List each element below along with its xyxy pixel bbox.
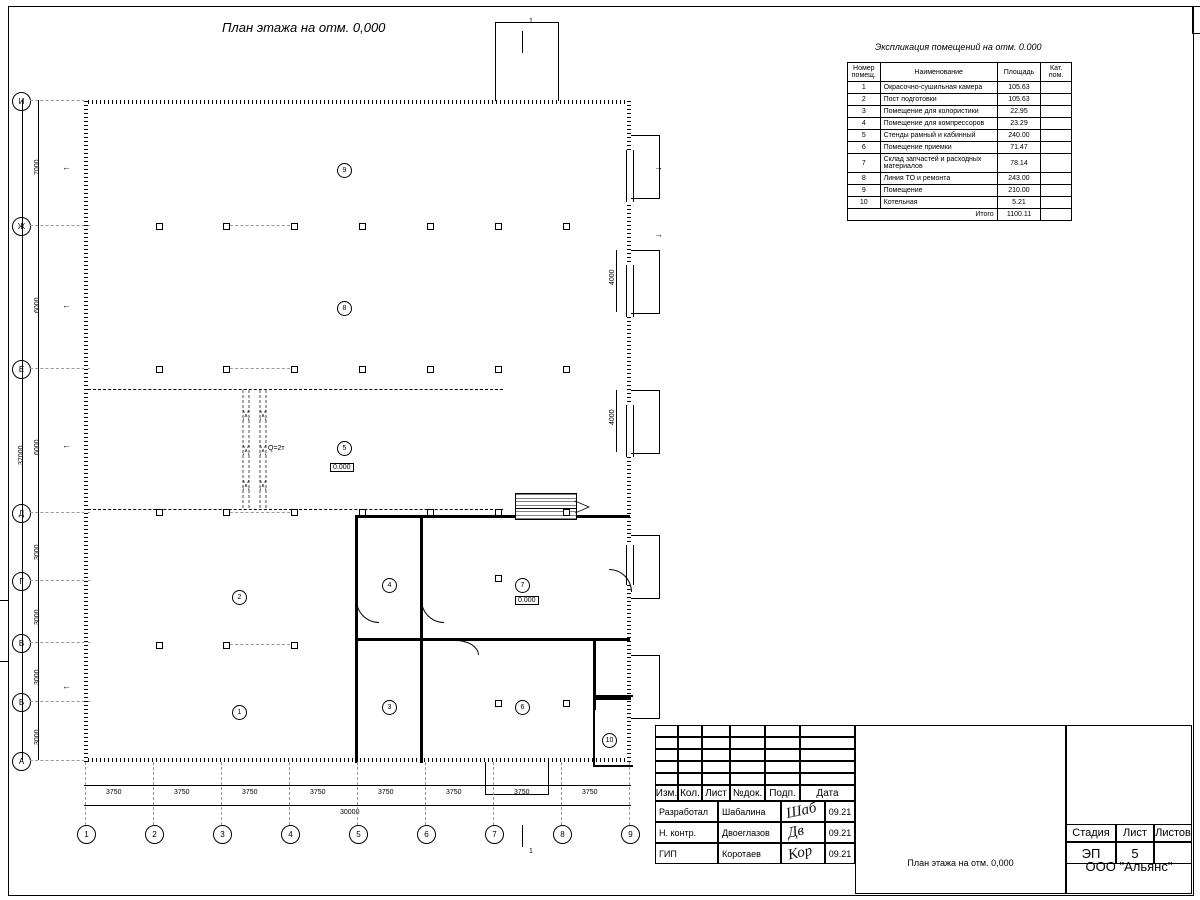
- col-header-podp: Подп.: [765, 785, 800, 801]
- cell-cat: [1041, 142, 1072, 154]
- axis-bubble-Zh: Ж: [12, 217, 31, 236]
- direction-arrow-5: →: [654, 162, 663, 172]
- cell-name: Линия ТО и ремонта: [880, 173, 997, 185]
- column: [291, 366, 298, 373]
- signer-role-2: Н. контр.: [655, 822, 718, 843]
- cell-cat: [1041, 197, 1072, 209]
- revision-grid-cell: [800, 773, 855, 785]
- bottom-dim-5: 3750: [378, 789, 394, 796]
- right-entrance-4: [631, 535, 660, 599]
- signer-date-1: 09.21: [825, 801, 855, 822]
- cell-cat: [1041, 130, 1072, 142]
- room-number-4: 4: [382, 578, 397, 593]
- dim-3000-b: 3000: [34, 609, 41, 625]
- explication-title: Экспликация помещений на отм. 0.000: [875, 42, 1042, 52]
- right-entrance-3: [631, 390, 660, 454]
- axis-bubble-5: 5: [349, 825, 368, 844]
- column: [563, 366, 570, 373]
- direction-arrow-6: →: [654, 229, 663, 239]
- bottom-dim-total: 30000: [340, 809, 360, 816]
- axis-vline-5: [357, 762, 358, 825]
- col-header-kol: Кол.: [678, 785, 702, 801]
- signature-3: Кор: [786, 842, 814, 864]
- cell-area: 240.00: [997, 130, 1041, 142]
- revision-grid-cell: [678, 725, 702, 737]
- room-number-6: 6: [515, 700, 530, 715]
- dim-total-vertical: 37000: [18, 445, 25, 465]
- bottom-dim-3: 3750: [242, 789, 258, 796]
- column: [495, 509, 502, 516]
- column: [359, 366, 366, 373]
- cell-num: 7: [848, 154, 881, 173]
- cell-cat: [1041, 82, 1072, 94]
- revision-grid-cell: [765, 749, 800, 761]
- column: [223, 366, 230, 373]
- cell-num: 2: [848, 94, 881, 106]
- column: [291, 509, 298, 516]
- revision-grid-cell: [702, 737, 730, 749]
- dim-3000-d: 3000: [34, 729, 41, 745]
- cell-name: Склад запчастей и расходных материалов: [880, 154, 997, 173]
- col-header-ndok: №док.: [730, 785, 765, 801]
- column-centerline-2: [230, 368, 290, 369]
- revision-grid-cell: [655, 773, 678, 785]
- axis-line-G: [30, 580, 90, 581]
- list-label: Лист: [1116, 824, 1154, 842]
- cell-num: 6: [848, 142, 881, 154]
- signer-role-3: ГИП: [655, 843, 718, 864]
- direction-arrow-4: ←: [62, 681, 71, 691]
- sheet-left-edge: [0, 600, 9, 662]
- door-swing-1: [356, 600, 379, 623]
- column: [223, 509, 230, 516]
- right-dim-4000-b: 4000: [609, 409, 616, 425]
- door-swing-2: [421, 600, 444, 623]
- total-cat: [1041, 209, 1072, 221]
- right-dim-line-a: [616, 250, 617, 312]
- dim-6000-b: 6000: [34, 439, 41, 455]
- table-row: [848, 106, 1072, 118]
- door-swing-3: [456, 640, 479, 655]
- header-name: Наименование: [880, 63, 997, 82]
- bottom-dim-6: 3750: [446, 789, 462, 796]
- cell-name: Окрасочно-сушильная камера: [880, 82, 997, 94]
- zone-line-top: [88, 389, 503, 390]
- revision-grid-cell: [730, 749, 765, 761]
- section-line-top: [522, 31, 523, 53]
- boiler-room-box: [593, 695, 633, 767]
- right-entrance-5: [631, 655, 660, 719]
- room-number-9: 9: [337, 163, 352, 178]
- column: [495, 223, 502, 230]
- cell-cat: [1041, 106, 1072, 118]
- bottom-dim-1: 3750: [106, 789, 122, 796]
- table-row: [848, 82, 1072, 94]
- table-row: [848, 173, 1072, 185]
- cell-num: 5: [848, 130, 881, 142]
- partition-h-1: [355, 515, 630, 518]
- bottom-dim-8: 3750: [582, 789, 598, 796]
- cell-num: 3: [848, 106, 881, 118]
- section-line-bottom: [522, 825, 523, 847]
- revision-grid-cell: [702, 761, 730, 773]
- axis-bubble-2: 2: [145, 825, 164, 844]
- room-number-8: 8: [337, 301, 352, 316]
- signer-date-3: 09.21: [825, 843, 855, 864]
- axis-bubble-9: 9: [621, 825, 640, 844]
- revision-grid-cell: [730, 725, 765, 737]
- column: [427, 223, 434, 230]
- cell-num: 10: [848, 197, 881, 209]
- column: [291, 223, 298, 230]
- axis-vline-8: [561, 762, 562, 825]
- stage-label: Стадия: [1066, 824, 1116, 842]
- signer-date-2: 09.21: [825, 822, 855, 843]
- table-row: [848, 142, 1072, 154]
- crane-symbol: [238, 390, 272, 508]
- column: [563, 509, 570, 516]
- revision-grid-cell: [800, 761, 855, 773]
- direction-arrow-2: ←: [62, 300, 71, 310]
- lists-value: [1154, 842, 1192, 864]
- direction-arrow-1: ←: [62, 162, 71, 172]
- cell-cat: [1041, 118, 1072, 130]
- table-row: [848, 185, 1072, 197]
- column: [156, 509, 163, 516]
- axis-bubble-B: Б: [12, 693, 31, 712]
- header-number-line1: Номер: [853, 65, 875, 72]
- axis-line-E: [30, 368, 90, 369]
- table-row: [848, 118, 1072, 130]
- col-header-list: Лист: [702, 785, 730, 801]
- dim-6000-a: 6000: [34, 297, 41, 313]
- room-number-7: 7: [515, 578, 530, 593]
- stage-value: ЭП: [1066, 842, 1116, 864]
- cell-cat: [1041, 154, 1072, 173]
- column: [359, 223, 366, 230]
- cell-name: Пост подготовки: [880, 94, 997, 106]
- section-mark-top: 1: [529, 18, 533, 25]
- revision-grid-cell: [655, 737, 678, 749]
- explication-table: [847, 62, 1072, 221]
- axis-bubble-A: А: [12, 752, 31, 771]
- revision-grid-cell: [800, 749, 855, 761]
- column: [156, 642, 163, 649]
- right-dim-line-b: [616, 390, 617, 452]
- cell-area: 78.14: [997, 154, 1041, 173]
- column-centerline-3: [230, 512, 290, 513]
- cell-cat: [1041, 173, 1072, 185]
- section-mark-bottom: 1: [529, 848, 533, 855]
- revision-grid-cell: [702, 725, 730, 737]
- axis-bubble-E: Е: [12, 360, 31, 379]
- room-number-3: 3: [382, 700, 397, 715]
- axis-line-Zh: [30, 225, 90, 226]
- bottom-dim-2: 3750: [174, 789, 190, 796]
- title-block: [655, 725, 1192, 894]
- cell-num: 4: [848, 118, 881, 130]
- header-category-line2: пом.: [1048, 72, 1064, 79]
- lists-label: Листов: [1154, 824, 1192, 842]
- cell-name: Котельная: [880, 197, 997, 209]
- cell-name: Помещение для компрессоров: [880, 118, 997, 130]
- cell-name: Стенды рамный и кабинный: [880, 130, 997, 142]
- signature-2: Дв: [786, 822, 806, 842]
- revision-grid-cell: [702, 749, 730, 761]
- axis-vline-7: [493, 762, 494, 825]
- axis-bubble-D: Д: [12, 504, 31, 523]
- top-vestibule: [495, 22, 559, 101]
- right-entrance-2: [631, 250, 660, 314]
- signer-name-3: Коротаев: [718, 843, 781, 864]
- revision-grid-cell: [765, 737, 800, 749]
- column: [563, 700, 570, 707]
- column: [359, 509, 366, 516]
- revision-grid-cell: [765, 773, 800, 785]
- cell-area: 71.47: [997, 142, 1041, 154]
- axis-line-B: [30, 701, 90, 702]
- wall-left: [84, 100, 88, 762]
- revision-grid-cell: [702, 773, 730, 785]
- revision-grid-cell: [730, 737, 765, 749]
- plan-title: План этажа на отм. 0,000: [222, 20, 386, 35]
- axis-bubble-8: 8: [553, 825, 572, 844]
- cell-num: 8: [848, 173, 881, 185]
- table-row: [848, 197, 1072, 209]
- axis-bubble-G: Г: [12, 572, 31, 591]
- elevation-mark-1: 0.000: [330, 463, 354, 472]
- partition-h-2: [355, 638, 630, 641]
- revision-grid-cell: [730, 773, 765, 785]
- room-number-1: 1: [232, 705, 247, 720]
- header-category: [1041, 63, 1072, 82]
- sheet-title-text: План этажа на отм. 0,000: [907, 858, 1014, 868]
- dim-7000: 7000: [34, 159, 41, 175]
- cell-area: 23.29: [997, 118, 1041, 130]
- axis-bubble-4: 4: [281, 825, 300, 844]
- axis-bubble-6: 6: [417, 825, 436, 844]
- axis-bubble-I: И: [12, 92, 31, 111]
- column: [156, 366, 163, 373]
- col-header-izm: Изм.: [655, 785, 678, 801]
- column: [495, 366, 502, 373]
- axis-vline-2: [153, 762, 154, 825]
- axis-vline-6: [425, 762, 426, 825]
- room-number-5: 5: [337, 441, 352, 456]
- stairs-arrow: [575, 497, 593, 515]
- right-dim-4000-a: 4000: [609, 269, 616, 285]
- revision-grid-cell: [678, 773, 702, 785]
- cell-area: 243.00: [997, 173, 1041, 185]
- revision-grid-cell: [800, 725, 855, 737]
- cell-cat: [1041, 185, 1072, 197]
- axis-bubble-V: В: [12, 634, 31, 653]
- revision-grid-cell: [655, 725, 678, 737]
- cell-name: Помещение приемки: [880, 142, 997, 154]
- list-value: 5: [1116, 842, 1154, 864]
- column: [427, 366, 434, 373]
- axis-vline-9: [629, 762, 630, 825]
- table-row: [848, 94, 1072, 106]
- bottom-dim-7: 3750: [514, 789, 530, 796]
- cell-area: 105.63: [997, 82, 1041, 94]
- cell-area: 210.00: [997, 185, 1041, 197]
- axis-line-V: [30, 642, 90, 643]
- room-number-10: 10: [602, 733, 617, 748]
- sheet-right-top-edge: [1192, 6, 1200, 34]
- elevation-mark-2: 0.000: [515, 596, 539, 605]
- crane-load-label: Q=2т: [268, 445, 285, 452]
- revision-grid-cell: [678, 737, 702, 749]
- total-label: Итого: [848, 209, 998, 221]
- revision-grid-cell: [655, 749, 678, 761]
- cell-num: 9: [848, 185, 881, 197]
- column-centerline-1: [230, 225, 290, 226]
- signature-1: Шаб: [784, 799, 818, 823]
- revision-grid-cell: [678, 761, 702, 773]
- table-row: [848, 154, 1072, 173]
- header-area: Площадь: [997, 63, 1041, 82]
- organization-name: ООО "Альянс": [1085, 858, 1173, 874]
- column-centerline-4: [230, 644, 290, 645]
- axis-bubble-7: 7: [485, 825, 504, 844]
- axis-bubble-3: 3: [213, 825, 232, 844]
- cell-name: Помещение для колористики: [880, 106, 997, 118]
- table-total-row: [848, 209, 1072, 221]
- axis-bubble-1: 1: [77, 825, 96, 844]
- revision-grid-cell: [730, 761, 765, 773]
- table-header-row: [848, 63, 1072, 82]
- revision-grid-cell: [678, 749, 702, 761]
- axis-vline-1: [85, 762, 86, 825]
- column: [223, 642, 230, 649]
- signer-name-2: Двоеглазов: [718, 822, 781, 843]
- column: [156, 223, 163, 230]
- bottom-dim-4: 3750: [310, 789, 326, 796]
- header-category-line1: Кат.: [1050, 65, 1063, 72]
- signer-name-1: Шабалина: [718, 801, 781, 822]
- axis-line-I: [30, 100, 90, 101]
- signer-role-1: Разработал: [655, 801, 718, 822]
- header-number: [848, 63, 881, 82]
- revision-grid-cell: [800, 737, 855, 749]
- room-number-2: 2: [232, 590, 247, 605]
- header-number-line2: помещ.: [851, 72, 876, 79]
- column: [223, 223, 230, 230]
- cell-name: Помещение: [880, 185, 997, 197]
- revision-grid-cell: [765, 725, 800, 737]
- dim-chain-left-outer: [22, 100, 23, 760]
- axis-line-A: [30, 760, 90, 761]
- axis-line-D: [30, 512, 90, 513]
- axis-vline-3: [221, 762, 222, 825]
- cell-cat: [1041, 94, 1072, 106]
- column: [495, 575, 502, 582]
- dim-chain-left: [38, 100, 39, 760]
- axis-vline-4: [289, 762, 290, 825]
- dim-3000-a: 3000: [34, 544, 41, 560]
- column: [427, 509, 434, 516]
- cell-num: 1: [848, 82, 881, 94]
- column: [495, 700, 502, 707]
- revision-grid-cell: [655, 761, 678, 773]
- total-value: 1100.11: [997, 209, 1041, 221]
- col-header-data: Дата: [800, 785, 855, 801]
- cell-area: 105.63: [997, 94, 1041, 106]
- column: [563, 223, 570, 230]
- revision-grid-cell: [765, 761, 800, 773]
- cell-area: 22.95: [997, 106, 1041, 118]
- dim-3000-c: 3000: [34, 669, 41, 685]
- table-row: [848, 130, 1072, 142]
- direction-arrow-3: ←: [62, 440, 71, 450]
- cell-area: 5.21: [997, 197, 1041, 209]
- column: [291, 642, 298, 649]
